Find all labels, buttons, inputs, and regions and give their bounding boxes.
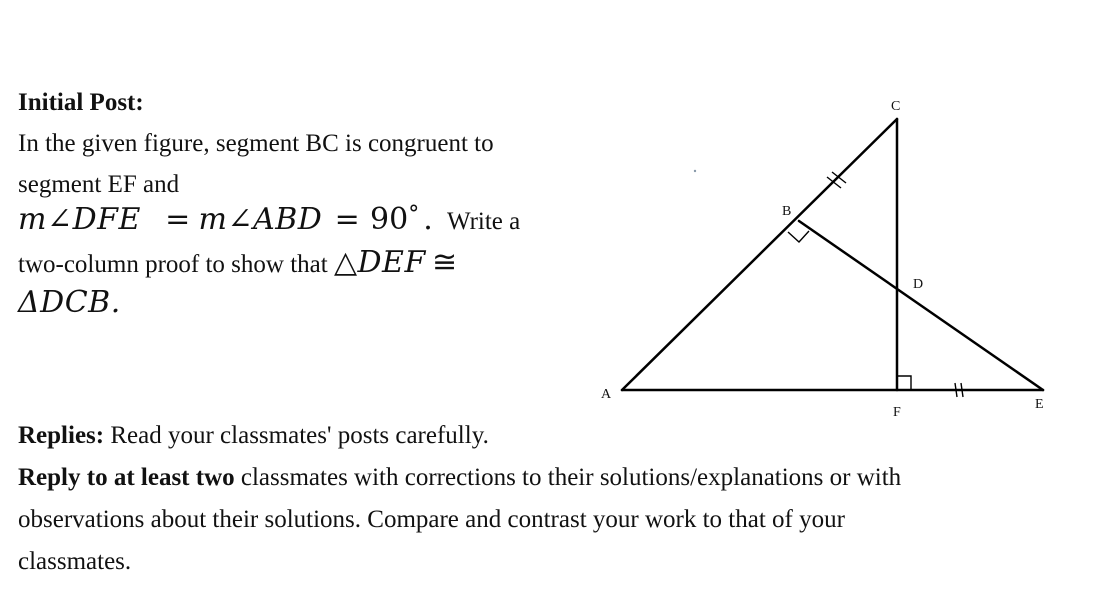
right-angle-mark-b (788, 231, 809, 242)
math-equals-2: = (334, 202, 360, 237)
replies-line-4: classmates. (18, 548, 132, 575)
label-e: E (1035, 397, 1044, 412)
math-angle-dfe: m∠DFE (18, 202, 141, 237)
tick-mark-fe-2 (961, 383, 963, 397)
replies-line-3: observations about their solutions. Compare and contrast your work to that of your (18, 506, 845, 533)
write-a-text: Write a (446, 208, 521, 235)
segment-ac (622, 119, 897, 390)
replies-heading: Replies: (18, 422, 105, 449)
stray-dot (694, 170, 696, 172)
math-degree: ° (408, 202, 420, 227)
replies-bold-phrase: Reply to at least two (18, 464, 235, 491)
segment-be (799, 221, 1043, 390)
label-b: B (782, 204, 792, 219)
replies-line-1-rest: Read your classmates' posts carefully. (110, 422, 489, 449)
proof-instruction-text: two-column proof to show that (18, 251, 328, 278)
math-period: . (423, 202, 433, 237)
right-angle-mark-f (897, 376, 911, 390)
prompt-line-2: segment EF and (18, 171, 180, 198)
tick-mark-fe-1 (955, 383, 957, 397)
initial-post-heading: Initial Post: (18, 89, 144, 116)
replies-line-2-rest: classmates with corrections to their solutions/explanations or with (240, 464, 902, 491)
label-f: F (893, 405, 901, 420)
triangle-dcb: ΔDCB. (18, 285, 121, 320)
replies-line-2 (18, 465, 901, 490)
math-equals-1: = (165, 202, 191, 237)
label-d: D (913, 277, 924, 292)
label-c: C (891, 99, 901, 114)
math-angle-abd: m∠ABD (198, 202, 323, 237)
replies-line-1 (18, 423, 489, 448)
triangle-def: △DEF (333, 245, 426, 280)
congruent-symbol: ≅ (432, 245, 458, 280)
label-a: A (601, 387, 612, 402)
math-value-90: 90 (370, 202, 409, 237)
prompt-line-1: In the given figure, segment BC is congruent to (18, 130, 494, 157)
